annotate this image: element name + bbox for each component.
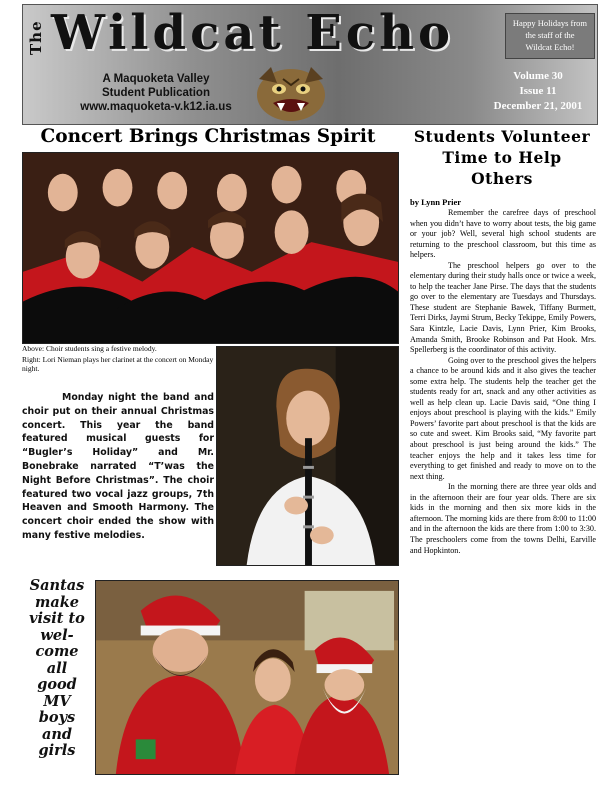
issue-date: December 21, 2001	[493, 100, 583, 112]
article-paragraph: Going over to the preschool gives the helpers a chance to be around kids and it also gives the teacher some extra help. The students help the teacher get the students ready for art, snack and any other activities as well as help clean up. Lacie Davis said, “One thing I enjoys about preschool is playing with the kids.” Emily Powers’ favorite part about preschool is that the kids are so cute and sweet. Kim Brooks said, “My favorite part about preschool is just being around the kids.” The teacher enjoys the help and it takes less time for everything to get finished and ready to move on to the next thing.	[410, 355, 596, 481]
santas-line: come	[35, 643, 79, 660]
publisher-line-1: A Maquoketa Valley	[102, 73, 210, 85]
santa-photo	[95, 580, 399, 775]
publisher-line-2: Student Publication	[102, 87, 210, 99]
clarinet-photo	[216, 346, 399, 566]
santas-line: girls	[38, 742, 76, 759]
santas-line: MV	[43, 692, 71, 710]
holiday-line-3: Wildcat Echo!	[525, 42, 575, 52]
photo-caption	[22, 344, 214, 375]
volunteer-headline	[408, 126, 596, 189]
wildcat-mascot-icon	[251, 65, 331, 123]
publisher-info	[61, 72, 251, 114]
santas-line: make	[34, 593, 79, 611]
santas-line: good	[37, 676, 77, 693]
santas-line: all	[46, 659, 68, 677]
choir-photo	[22, 152, 399, 344]
article-paragraph: Remember the carefree days of preschool when you didn’t have to worry about tests, the big game or your job? Well, several high school students are returning to the preschool classroom, but this time as helpers.	[410, 208, 596, 260]
santas-line: boys	[38, 709, 76, 726]
concert-headline: Concert Brings Christmas Spirit	[40, 126, 376, 147]
volume-number: Volume 30	[513, 70, 563, 82]
issue-info	[483, 69, 593, 114]
paper-title: Wildcat Echo	[51, 5, 455, 61]
volunteer-headline-line: Students Volunteer	[413, 127, 591, 146]
caption-right: Right: Lori Nieman plays her clarinet at the concert on Monday night.	[22, 354, 214, 373]
santas-line: Santas	[29, 577, 85, 594]
santas-line: visit to	[29, 610, 85, 627]
issue-number: Issue 11	[519, 85, 557, 97]
concert-story: Monday night the band and choir put on their annual Christmas concert. This year the band featured musical guests for “Bugler’s Holiday” and Mr. Bonebrake narrated “T’was the Night Before Christmas”. The choir featured two vocal jazz groups, 7th Heaven and Smooth Harmony. The concert choir ended the show with many festive melodies.	[22, 392, 214, 541]
website-link[interactable]: www.maquoketa-v.k12.ia.us	[80, 101, 232, 113]
volunteer-article	[410, 208, 596, 556]
holiday-greeting	[505, 13, 595, 59]
byline: by Lynn Prier	[410, 197, 462, 207]
santas-line: and	[41, 725, 73, 743]
holiday-line-2: the staff of the	[525, 30, 575, 40]
santas-headline	[22, 578, 92, 760]
article-paragraph: In the morning there are three year olds and in the afternoon their are four year olds. There are six kids in the morning and then six more kids in the afternoon. The morning kids are there from 8:00 to 11:00 and in the afternoon the kids are there from 1:00 to 3:30. The preschoolers come from the towns Delhi, Earville and Hopkinton.	[410, 482, 596, 555]
masthead-prefix: The	[27, 20, 45, 55]
volunteer-headline-line: Others	[471, 169, 533, 188]
holiday-line-1: Happy Holidays from	[512, 18, 588, 28]
article-paragraph: The preschool helpers go over to the elementary during their study halls once or twice a week, to help the teacher Jane Pirse. The days that the students go over to the elementary are Tuesdays and Thursdays. These student are Stephanie Bawek, Tiffany Burmett, Terri Dirks, Jaymi Strum, Becky Tekippe, Emily Powers, Sara Kintzle, Lacie Davis, Lynn Prier, Kim Brooks, Amanda Smith, Brooke Robinson and Pat Hook. Mrs. Spellerberg is the coordinator of this activity.	[410, 260, 596, 355]
volunteer-headline-line: Time to Help	[442, 148, 562, 167]
caption-above: Above: Choir students sing a festive melody.	[22, 344, 157, 353]
santas-line: wel-	[40, 626, 74, 644]
masthead	[22, 4, 598, 125]
